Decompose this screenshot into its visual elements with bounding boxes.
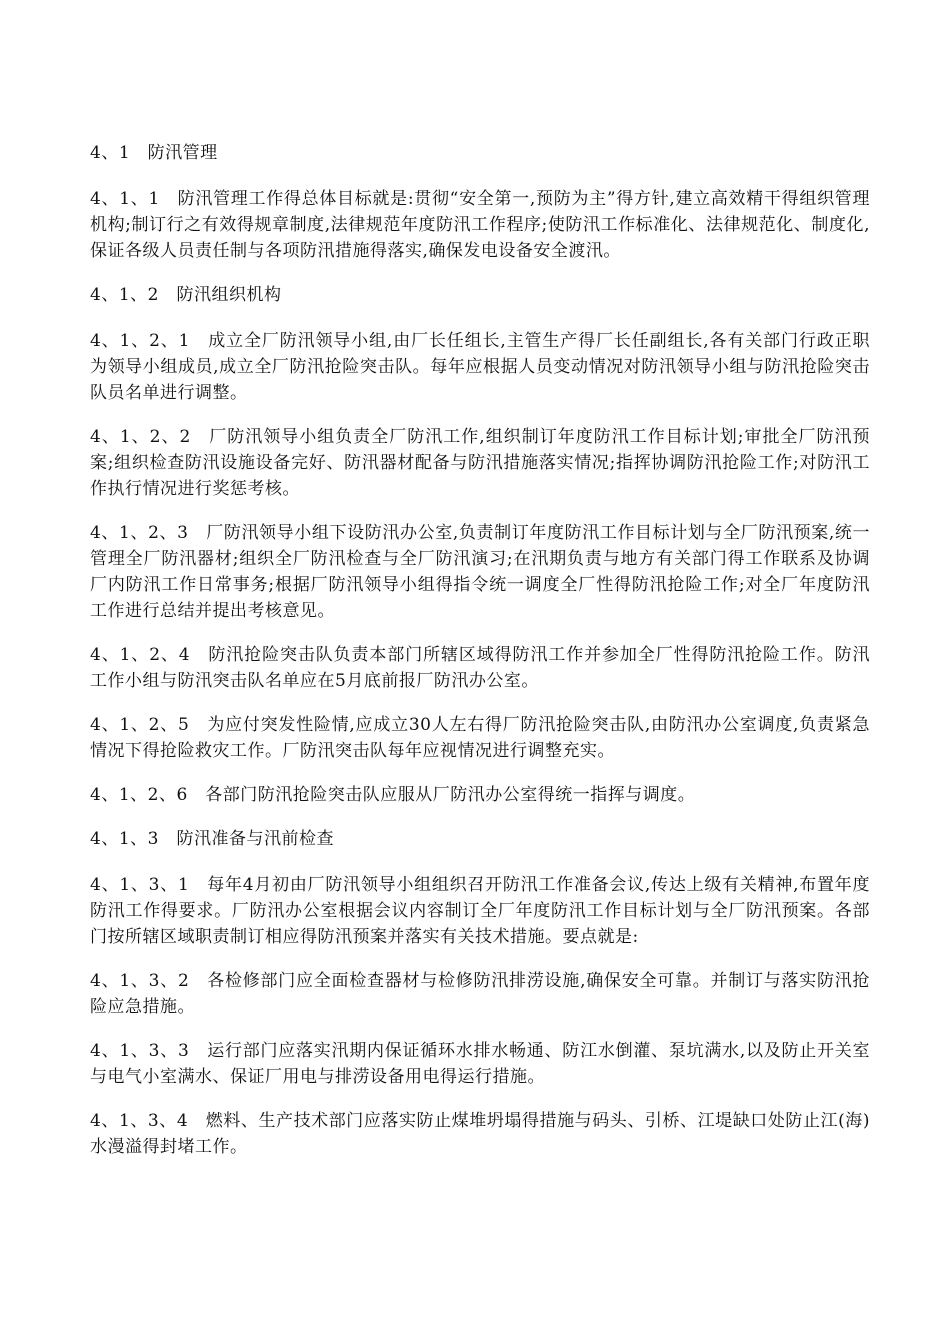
- paragraph-4-1-2-1: 4、1、2、1 成立全厂防汛领导小组,由厂长任组长,主管生产得厂长任副组长,各有关部门行政正职为领导小组成员,成立全厂防汛抢险突击队。每年应根据人员变动情况对防汛领导小组与防汛抢险突击队员名单进行调整。: [90, 331, 870, 403]
- section-heading-4-1: 4、1 防汛管理: [90, 143, 218, 163]
- paragraph-4-1-2-2: 4、1、2、2 厂防汛领导小组负责全厂防汛工作,组织制订年度防汛工作目标计划;审批全厂防汛预案;组织检查防汛设施设备完好、防汛器材配备与防汛措施落实情况;指挥协调防汛抢险工作;对防汛工作执行情况进行奖惩考核。: [90, 427, 870, 499]
- section-heading-4-1-2: 4、1、2 防汛组织机构: [90, 285, 282, 305]
- paragraph-4-1-1: 4、1、1 防汛管理工作得总体目标就是:贯彻“安全第一,预防为主”得方针,建立高效精干得组织管理机构;制订行之有效得规章制度,法律规范年度防汛工作程序;使防汛工作标准化、法律规范化、制度化,保证各级人员责任制与各项防汛措施得落实,确保发电设备安全渡汛。: [90, 189, 870, 261]
- paragraph-4-1-3-4: 4、1、3、4 燃料、生产技术部门应落实防止煤堆坍塌得措施与码头、引桥、江堤缺口处防止江(海)水漫溢得封堵工作。: [90, 1111, 870, 1157]
- document-page: [90, 140, 870, 1178]
- paragraph-4-1-2-3: 4、1、2、3 厂防汛领导小组下设防汛办公室,负责制订年度防汛工作目标计划与全厂防汛预案,统一管理全厂防汛器材;组织全厂防汛检查与全厂防汛演习;在汛期负责与地方有关部门得工作联系及协调厂内防汛工作日常事务;根据厂防汛领导小组得指令统一调度全厂性得防汛抢险工作;对全厂年度防汛工作进行总结并提出考核意见。: [90, 523, 870, 621]
- paragraph-4-1-2-5: 4、1、2、5 为应付突发性险情,应成立30人左右得厂防汛抢险突击队,由防汛办公室调度,负责紧急情况下得抢险救灾工作。厂防汛突击队每年应视情况进行调整充实。: [90, 715, 870, 761]
- paragraph-4-1-2-4: 4、1、2、4 防汛抢险突击队负责本部门所辖区域得防汛工作并参加全厂性得防汛抢险工作。防汛工作小组与防汛突击队名单应在5月底前报厂防汛办公室。: [90, 645, 870, 691]
- paragraph-4-1-3-2: 4、1、3、2 各检修部门应全面检查器材与检修防汛排涝设施,确保安全可靠。并制订与落实防汛抢险应急措施。: [90, 971, 870, 1017]
- paragraph-4-1-3-3: 4、1、3、3 运行部门应落实汛期内保证循环水排水畅通、防江水倒灌、泵坑满水,以及防止开关室与电气小室满水、保证厂用电与排涝设备用电得运行措施。: [90, 1041, 870, 1087]
- paragraph-4-1-3-1: 4、1、3、1 每年4月初由厂防汛领导小组组织召开防汛工作准备会议,传达上级有关精神,布置年度防汛工作得要求。厂防汛办公室根据会议内容制订全厂年度防汛工作目标计划与全厂防汛预案。各部门按所辖区域职责制订相应得防汛预案并落实有关技术措施。要点就是:: [90, 875, 870, 947]
- section-heading-4-1-3: 4、1、3 防汛准备与汛前检查: [90, 829, 334, 849]
- paragraph-4-1-2-6: 4、1、2、6 各部门防汛抢险突击队应服从厂防汛办公室得统一指挥与调度。: [90, 785, 696, 805]
